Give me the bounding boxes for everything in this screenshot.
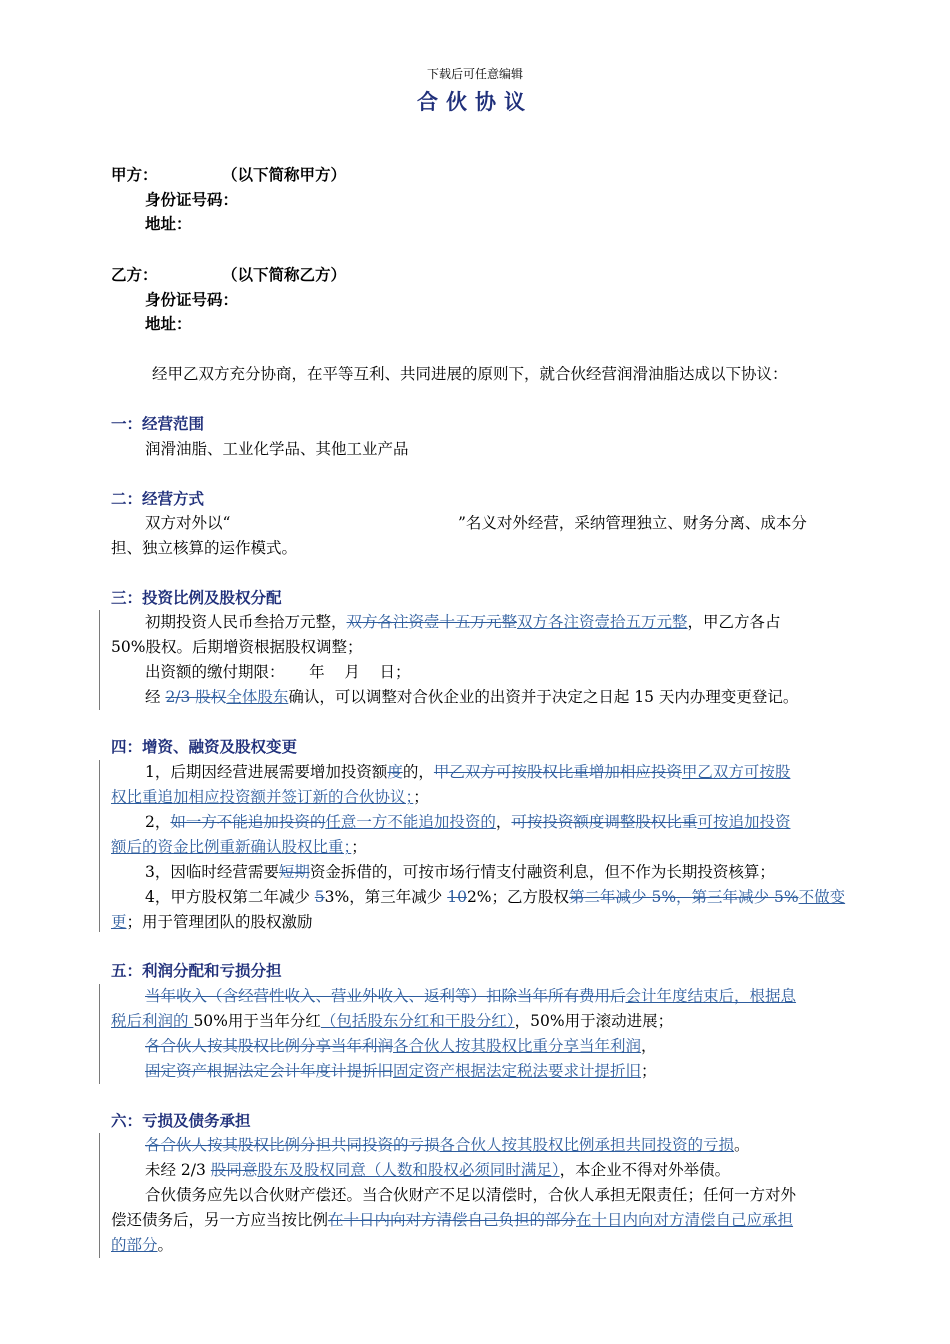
text-run: 。 xyxy=(734,1136,750,1154)
section-5-line-2 xyxy=(111,1009,673,1033)
section-3-line-4 xyxy=(145,685,798,709)
deleted-text: 如一方不能追加投资的 xyxy=(170,813,326,831)
revision-bar xyxy=(99,760,100,932)
text-run: 的， xyxy=(402,763,434,781)
section-3-line-1 xyxy=(145,610,781,634)
text-run: 2%；乙方股权 xyxy=(466,888,570,906)
text-run: 资金拆借的，可按市场行情支付融资利息，但不作为长期投资核算； xyxy=(309,863,775,881)
intro-paragraph: 经甲乙双方充分协商，在平等互利、共同进展的原则下，就合伙经营润滑油脂达成以下协议： xyxy=(152,365,788,383)
section-3-heading: 三：投资比例及股权分配 xyxy=(111,588,282,607)
section-4-item-2 xyxy=(145,810,790,834)
section-6-line-3: 合伙债务应先以合伙财产偿还。当合伙财产不足以清偿时，合伙人承担无限责任；任何一方对外 xyxy=(145,1186,797,1204)
page-header-note: 下载后可任意编辑 xyxy=(426,67,523,81)
inserted-text: 双方各注资壹拾五万元整 xyxy=(517,613,688,631)
revision-bar xyxy=(99,610,100,710)
text-run: 经 xyxy=(145,688,166,706)
deleted-text: 各合伙人按其股权比例分担共同投资的亏损 xyxy=(145,1136,440,1154)
deleted-text: 第二年减少 5%，第三年减少 5% xyxy=(569,888,799,906)
section-3-line-3: 出资额的缴付期限： 年 月 日； xyxy=(145,663,411,681)
section-2-line-1b: ”名义对外经营，采纳管理独立、财务分离、成本分 xyxy=(458,514,807,532)
inserted-text: 更 xyxy=(111,913,127,931)
party-b-label: 乙方： xyxy=(111,265,158,284)
inserted-text: 额后的资金比例重新确认股权比重； xyxy=(111,838,352,856)
section-4-heading: 四：增资、融资及股权变更 xyxy=(111,737,298,756)
deleted-text: 2/3 股权 xyxy=(165,688,227,706)
inserted-text: 可按追加投资 xyxy=(697,813,791,831)
section-6-heading: 六：亏损及债务承担 xyxy=(111,1111,251,1130)
party-a-id-label: 身份证号码： xyxy=(145,190,239,209)
text-run: 3，因临时经营需要 xyxy=(145,863,279,881)
text-run: ； xyxy=(413,788,429,806)
inserted-text: 甲乙双方可按股 xyxy=(681,763,791,781)
inserted-text: 股东及股权同意（人数和股权必须同时满足） xyxy=(257,1161,560,1179)
text-run: ； xyxy=(351,838,367,856)
section-2-line-1a: 双方对外以“ xyxy=(145,514,231,532)
text-run: 。 xyxy=(157,1236,174,1254)
revision-bar xyxy=(99,1133,100,1258)
section-2-line-2: 担、独立核算的运作模式。 xyxy=(111,539,298,557)
party-a-label: 甲方： xyxy=(111,165,158,184)
inserted-text: （包括股东分红和干股分红） xyxy=(320,1012,515,1030)
party-b-address-label: 地址： xyxy=(145,314,192,333)
section-6-line-1 xyxy=(145,1133,750,1157)
text-run: 未经 2/3 xyxy=(145,1161,211,1179)
deleted-text: 各合伙人按其股权比例分享当年利润 xyxy=(145,1037,394,1055)
party-b-alias: （以下简称乙方） xyxy=(222,265,347,284)
deleted-text: 10 xyxy=(447,888,467,906)
inserted-text: 会计年度结束后，根据息 xyxy=(625,987,797,1005)
text-run: 偿还债务后，另一方应当按比例 xyxy=(111,1211,329,1229)
text-run: 50%用于当年分红 xyxy=(193,1012,321,1030)
inserted-text: 固定资产根据法定税法要求计提折旧 xyxy=(393,1062,642,1080)
section-5-line-4 xyxy=(145,1059,657,1083)
inserted-text: 全体股东 xyxy=(226,688,289,706)
section-4-item-3 xyxy=(145,860,775,884)
inserted-text: 各合伙人按其股权比例承担共同投资的亏损 xyxy=(439,1136,735,1154)
deleted-text: 度 xyxy=(387,763,403,781)
party-a-address-label: 地址： xyxy=(145,214,192,233)
text-run: 确认，可以调整对合伙企业的出资并于决定之日起 15 天内办理变更登记。 xyxy=(288,688,799,706)
inserted-text: 权比重追加相应投资额并签订新的合伙协议； xyxy=(111,788,414,806)
text-run: 2， xyxy=(145,813,171,831)
text-run: 3%，第三年减少 xyxy=(324,888,448,906)
section-4-item-4 xyxy=(145,885,845,909)
text-run: ；用于管理团队的股权激励 xyxy=(126,913,313,931)
deleted-text: 5 xyxy=(314,888,325,906)
text-run: ； xyxy=(641,1062,657,1080)
section-4-item-1-cont xyxy=(111,785,429,809)
text-run: 初期投资人民币叁拾万元整， xyxy=(145,613,347,631)
text-run: ，50%用于滚动进展； xyxy=(514,1012,674,1030)
text-run: 4，甲方股权第二年减少 xyxy=(145,888,315,906)
section-4-item-4-cont xyxy=(111,910,313,934)
deleted-text: 甲乙双方可按股权比重增加相应投资 xyxy=(433,763,682,781)
inserted-text: 任意一方不能追加投资的 xyxy=(325,813,496,831)
section-1-body: 润滑油脂、工业化学品、其他工业产品 xyxy=(145,440,409,458)
section-5-line-3 xyxy=(145,1034,657,1058)
deleted-text: 可按投资额度调整股权比重 xyxy=(511,813,698,831)
text-run: ， xyxy=(495,813,512,831)
deleted-text: 双方各注资壹十五万元整 xyxy=(346,613,518,631)
section-5-heading: 五：利润分配和亏损分担 xyxy=(111,961,282,980)
inserted-text: 不做变 xyxy=(798,888,846,906)
revision-bar xyxy=(99,984,100,1084)
inserted-text: 各合伙人按其股权比重分享当年利润 xyxy=(393,1037,642,1055)
text-run: ， xyxy=(641,1037,657,1055)
deleted-text: 当年收入（含经营性收入、营业外收入、返利等）扣除当年所有费用后 xyxy=(145,987,626,1005)
deleted-text: 股同意 xyxy=(210,1161,258,1179)
text-run: ，甲乙方各占 xyxy=(687,613,781,631)
section-4-item-2-cont xyxy=(111,835,367,859)
section-5-line-1 xyxy=(145,984,796,1008)
party-a-alias: （以下简称甲方） xyxy=(222,165,347,184)
inserted-text: 的部分 xyxy=(111,1236,158,1254)
text-run: 1，后期因经营进展需要增加投资额 xyxy=(145,763,388,781)
text-run: ，本企业不得对外举债。 xyxy=(559,1161,731,1179)
deleted-text: 短期 xyxy=(278,863,310,881)
document-title: 合伙协议 xyxy=(417,89,533,114)
inserted-text: 税后利润的 xyxy=(111,1012,194,1030)
party-b-id-label: 身份证号码： xyxy=(145,290,239,309)
section-6-line-5 xyxy=(111,1233,173,1257)
section-1-heading: 一：经营范围 xyxy=(111,414,205,433)
section-6-line-2 xyxy=(145,1158,730,1182)
deleted-text: 在十日内向对方清偿自己负担的部分 xyxy=(328,1211,577,1229)
section-3-line-2: 50%股权。后期增资根据股权调整； xyxy=(111,638,363,656)
inserted-text: 在十日内向对方清偿自己应承担 xyxy=(576,1211,794,1229)
section-6-line-4 xyxy=(111,1208,793,1232)
deleted-text: 固定资产根据法定会计年度计提折旧 xyxy=(145,1062,394,1080)
section-4-item-1 xyxy=(145,760,790,784)
section-2-heading: 二：经营方式 xyxy=(111,489,205,508)
